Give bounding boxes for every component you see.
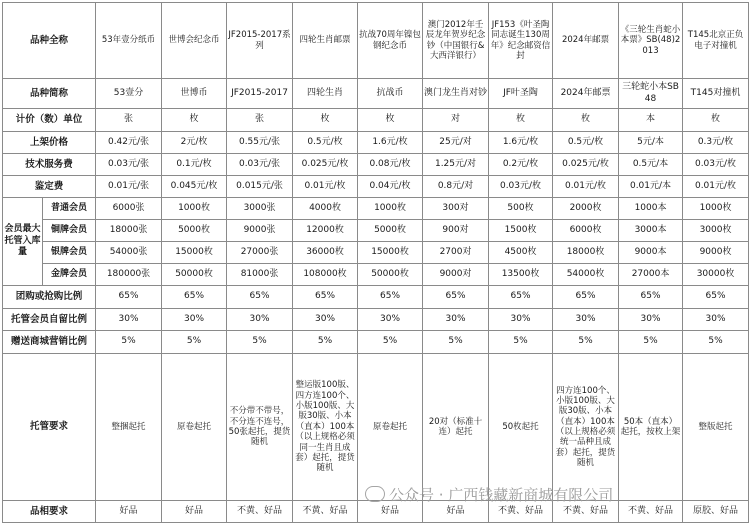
cell-requirements: 50本（直本）起托，按枚上架	[619, 354, 683, 501]
cell-tier-1: 4000枚	[293, 198, 358, 220]
cell-short-name: 三轮蛇小本SB48	[619, 79, 683, 109]
row-listing-price	[3, 132, 749, 154]
cell-appraisal-fee: 0.01元/张	[96, 176, 162, 198]
cell-unit: 对	[423, 109, 489, 132]
cell-tier-2: 5000枚	[162, 220, 227, 242]
table-body	[3, 3, 749, 523]
cell-unit: 张	[227, 109, 293, 132]
label-quality: 品相要求	[3, 501, 96, 523]
cell-tier-1: 1000枚	[162, 198, 227, 220]
cell-self-retain: 30%	[227, 309, 293, 331]
cell-unit: 枚	[553, 109, 619, 132]
cell-short-name: T145对撞机	[683, 79, 749, 109]
cell-tier-3: 15000枚	[162, 242, 227, 264]
cell-quality: 不黄、好品	[293, 501, 358, 523]
cell-tier-3: 9000本	[619, 242, 683, 264]
label-requirements: 托管要求	[3, 354, 96, 501]
cell-self-retain: 30%	[162, 309, 227, 331]
cell-quality: 原胶、好品	[683, 501, 749, 523]
cell-short-name: 53壹分	[96, 79, 162, 109]
cell-tier-1: 300对	[423, 198, 489, 220]
cell-tier-1: 1000枚	[358, 198, 423, 220]
cell-listing-price: 2元/枚	[162, 132, 227, 154]
cell-quality: 好品	[162, 501, 227, 523]
cell-full-name: JF2015-2017系列	[227, 3, 293, 79]
cell-mall-gift: 5%	[227, 331, 293, 354]
cell-unit: 枚	[162, 109, 227, 132]
cell-tier-4: 27000本	[619, 264, 683, 286]
cell-full-name: T145北京正负电子对撞机	[683, 3, 749, 79]
cell-mall-gift: 5%	[293, 331, 358, 354]
cell-self-retain: 30%	[489, 309, 553, 331]
cell-tier-3: 54000张	[96, 242, 162, 264]
cell-tier-3: 15000枚	[358, 242, 423, 264]
cell-mall-gift: 5%	[423, 331, 489, 354]
row-tier-2	[3, 220, 749, 242]
cell-listing-price: 0.5元/枚	[553, 132, 619, 154]
cell-tier-4: 180000张	[96, 264, 162, 286]
cell-listing-price: 0.55元/张	[227, 132, 293, 154]
cell-service-fee: 0.5元/本	[619, 154, 683, 176]
cell-tier-4: 9000对	[423, 264, 489, 286]
watermark	[365, 484, 613, 505]
cell-listing-price: 1.6元/枚	[489, 132, 553, 154]
cell-tier-1: 1000枚	[683, 198, 749, 220]
cell-group-buy: 65%	[293, 286, 358, 309]
cell-requirements: 整捆起托	[96, 354, 162, 501]
cell-unit: 枚	[683, 109, 749, 132]
label-tier-2: 铜牌会员	[43, 220, 96, 242]
cell-appraisal-fee: 0.01元/枚	[553, 176, 619, 198]
cell-full-name: 抗战70周年镍包钢纪念币	[358, 3, 423, 79]
cell-tier-3: 2700对	[423, 242, 489, 264]
cell-service-fee: 0.025元/枚	[293, 154, 358, 176]
cell-appraisal-fee: 0.8元/对	[423, 176, 489, 198]
cell-tier-4: 81000张	[227, 264, 293, 286]
cell-requirements: 原卷起托	[358, 354, 423, 501]
cell-full-name: 澳门2012年壬辰龙年贺岁纪念钞（中国银行&大西洋银行）	[423, 3, 489, 79]
label-mall-gift: 赠送商城营销比例	[3, 331, 96, 354]
cell-tier-4: 50000枚	[358, 264, 423, 286]
row-appraisal-fee	[3, 176, 749, 198]
cell-requirements: 整运版100版、四方连100个、小版100版、大版30版、小本（直本）100本（以上规格必须同一生肖且成套）起托，提货随机	[293, 354, 358, 501]
cell-service-fee: 0.1元/枚	[162, 154, 227, 176]
cell-tier-2: 3000枚	[683, 220, 749, 242]
cell-full-name: JF153《叶圣陶同志诞生130周年》纪念邮资信封	[489, 3, 553, 79]
cell-self-retain: 30%	[293, 309, 358, 331]
row-full-name	[3, 3, 749, 79]
label-tier-1: 普通会员	[43, 198, 96, 220]
cell-listing-price: 0.42元/张	[96, 132, 162, 154]
cell-requirements: 整版起托	[683, 354, 749, 501]
cell-group-buy: 65%	[96, 286, 162, 309]
cell-tier-1: 3000张	[227, 198, 293, 220]
cell-mall-gift: 5%	[162, 331, 227, 354]
cell-quality: 好品	[358, 501, 423, 523]
cell-quality: 好品	[423, 501, 489, 523]
row-unit	[3, 109, 749, 132]
cell-tier-2: 6000枚	[553, 220, 619, 242]
cell-tier-1: 500枚	[489, 198, 553, 220]
cell-appraisal-fee: 0.01元/枚	[293, 176, 358, 198]
cell-service-fee: 0.03元/张	[227, 154, 293, 176]
label-short-name: 品种简称	[3, 79, 96, 109]
label-listing-price: 上架价格	[3, 132, 96, 154]
cell-group-buy: 65%	[553, 286, 619, 309]
row-self-retain	[3, 309, 749, 331]
cell-short-name: JF叶圣陶	[489, 79, 553, 109]
cell-listing-price: 0.3元/枚	[683, 132, 749, 154]
cell-unit: 枚	[293, 109, 358, 132]
cell-tier-2: 12000枚	[293, 220, 358, 242]
cell-unit: 枚	[489, 109, 553, 132]
cell-unit: 本	[619, 109, 683, 132]
cell-service-fee: 0.03元/枚	[683, 154, 749, 176]
label-service-fee: 技术服务费	[3, 154, 96, 176]
cell-tier-1: 1000本	[619, 198, 683, 220]
cell-self-retain: 30%	[96, 309, 162, 331]
cell-full-name: 世博会纪念币	[162, 3, 227, 79]
cell-tier-3: 9000枚	[683, 242, 749, 264]
cell-listing-price: 25元/对	[423, 132, 489, 154]
cell-mall-gift: 5%	[619, 331, 683, 354]
row-group-buy	[3, 286, 749, 309]
cell-tier-4: 50000枚	[162, 264, 227, 286]
cell-short-name: 2024年邮票	[553, 79, 619, 109]
cell-mall-gift: 5%	[553, 331, 619, 354]
cell-short-name: 抗战币	[358, 79, 423, 109]
row-requirements	[3, 354, 749, 501]
cell-requirements: 不分带不带号，不分连不连号，50张起托，提货随机	[227, 354, 293, 501]
cell-tier-2: 9000张	[227, 220, 293, 242]
cell-appraisal-fee: 0.03元/枚	[489, 176, 553, 198]
cell-short-name: 四轮生肖	[293, 79, 358, 109]
cell-tier-4: 30000枚	[683, 264, 749, 286]
cell-tier-3: 36000枚	[293, 242, 358, 264]
cell-group-buy: 65%	[227, 286, 293, 309]
cell-short-name: JF2015-2017	[227, 79, 293, 109]
cell-tier-2: 3000本	[619, 220, 683, 242]
cell-requirements: 四方连100个、小版100版、大版30版、小本（直本）100本（以上规格必须统一品种且成套）起托，提货随机	[553, 354, 619, 501]
label-tier-3: 银牌会员	[43, 242, 96, 264]
cell-tier-2: 900对	[423, 220, 489, 242]
cell-short-name: 澳门龙生肖对钞	[423, 79, 489, 109]
cell-self-retain: 30%	[619, 309, 683, 331]
cell-tier-3: 4500枚	[489, 242, 553, 264]
row-mall-gift	[3, 331, 749, 354]
cell-mall-gift: 5%	[683, 331, 749, 354]
label-unit: 计价（数）单位	[3, 109, 96, 132]
cell-short-name: 世博币	[162, 79, 227, 109]
cell-tier-2: 18000张	[96, 220, 162, 242]
cell-tier-2: 1500枚	[489, 220, 553, 242]
cell-full-name: 2024年邮票	[553, 3, 619, 79]
cell-self-retain: 30%	[358, 309, 423, 331]
cell-group-buy: 65%	[423, 286, 489, 309]
cell-tier-1: 6000张	[96, 198, 162, 220]
cell-tier-4: 13500枚	[489, 264, 553, 286]
cell-listing-price: 1.6元/枚	[358, 132, 423, 154]
watermark-text: 公众号 · 广西钱藏新商城有限公司	[389, 486, 614, 504]
row-tier-3	[3, 242, 749, 264]
cell-mall-gift: 5%	[358, 331, 423, 354]
label-group-buy: 团购或抢购比例	[3, 286, 96, 309]
cell-appraisal-fee: 0.01元/本	[619, 176, 683, 198]
cell-quality: 不黄、好品	[489, 501, 553, 523]
cell-tier-1: 2000枚	[553, 198, 619, 220]
cell-quality: 好品	[96, 501, 162, 523]
cell-quality: 不黄、好品	[619, 501, 683, 523]
cell-full-name: 《三轮生肖蛇小本票》SB(48)2013	[619, 3, 683, 79]
label-member-group: 会员最大托管入库量	[3, 198, 43, 286]
cell-appraisal-fee: 0.04元/枚	[358, 176, 423, 198]
cell-service-fee: 0.08元/枚	[358, 154, 423, 176]
row-tier-4	[3, 264, 749, 286]
cell-unit: 枚	[358, 109, 423, 132]
cell-service-fee: 0.025元/枚	[553, 154, 619, 176]
cell-appraisal-fee: 0.015元/张	[227, 176, 293, 198]
cell-appraisal-fee: 0.045元/枚	[162, 176, 227, 198]
cell-service-fee: 0.03元/张	[96, 154, 162, 176]
cell-tier-4: 54000枚	[553, 264, 619, 286]
wechat-icon	[365, 486, 385, 502]
cell-listing-price: 0.5元/枚	[293, 132, 358, 154]
cell-listing-price: 5元/本	[619, 132, 683, 154]
cell-requirements: 原卷起托	[162, 354, 227, 501]
custody-fee-table	[2, 2, 749, 523]
cell-service-fee: 1.25元/对	[423, 154, 489, 176]
cell-self-retain: 30%	[553, 309, 619, 331]
cell-group-buy: 65%	[162, 286, 227, 309]
label-appraisal-fee: 鉴定费	[3, 176, 96, 198]
row-tier-1	[3, 198, 749, 220]
label-tier-4: 金牌会员	[43, 264, 96, 286]
cell-self-retain: 30%	[423, 309, 489, 331]
cell-tier-2: 5000枚	[358, 220, 423, 242]
row-service-fee	[3, 154, 749, 176]
cell-requirements: 50枚起托	[489, 354, 553, 501]
cell-mall-gift: 5%	[96, 331, 162, 354]
cell-full-name: 四轮生肖邮票	[293, 3, 358, 79]
cell-tier-4: 108000枚	[293, 264, 358, 286]
label-full-name: 品种全称	[3, 3, 96, 79]
cell-appraisal-fee: 0.01元/枚	[683, 176, 749, 198]
cell-quality: 不黄、好品	[553, 501, 619, 523]
cell-unit: 张	[96, 109, 162, 132]
cell-requirements: 20对（标准十连）起托	[423, 354, 489, 501]
cell-self-retain: 30%	[683, 309, 749, 331]
cell-mall-gift: 5%	[489, 331, 553, 354]
label-self-retain: 托管会员自留比例	[3, 309, 96, 331]
cell-full-name: 53年壹分纸币	[96, 3, 162, 79]
cell-tier-3: 27000张	[227, 242, 293, 264]
cell-tier-3: 18000枚	[553, 242, 619, 264]
cell-group-buy: 65%	[358, 286, 423, 309]
cell-group-buy: 65%	[489, 286, 553, 309]
cell-quality: 不黄、好品	[227, 501, 293, 523]
row-short-name	[3, 79, 749, 109]
cell-service-fee: 0.2元/枚	[489, 154, 553, 176]
cell-group-buy: 65%	[683, 286, 749, 309]
cell-group-buy: 65%	[619, 286, 683, 309]
